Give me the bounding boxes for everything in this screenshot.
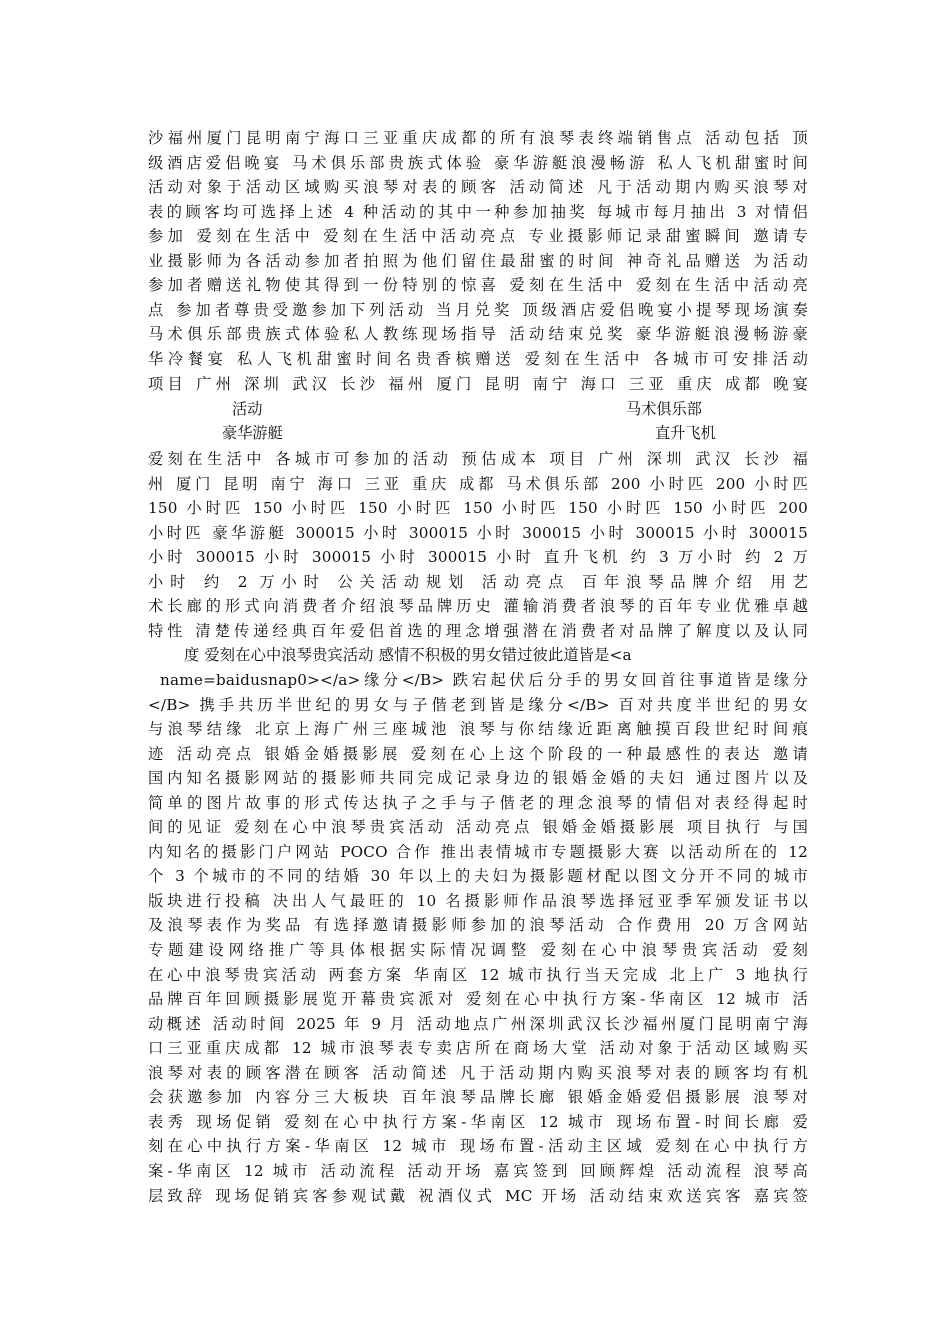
text-line: 表秀 现场促销 爱刻在心中执行方案-华南区 12 城市 现场布置-时间长廊 爱 — [148, 1112, 808, 1131]
text-line: 会获邀参加 内容分三大板块 百年浪琴品牌长廊 银婚金婚爱侣摄影展 浪琴对 — [148, 1088, 808, 1107]
text-line: 参加 爱刻在生活中 爱刻在生活中活动亮点 专业摄影师记录甜蜜瞬间 邀请专 — [148, 227, 808, 246]
text-line: 国内知名摄影网站的摄影师共同完成记录身边的银婚金婚的夫妇 通过图片以及 — [148, 769, 808, 788]
text-line: 浪琴对表的顾客潜在顾客 活动简述 凡于活动期内购买浪琴对表的顾客均有机 — [148, 1063, 808, 1082]
text-line: 业摄影师为各活动参加者拍照为他们留住最甜蜜的时间 神奇礼品赠送 为活动 — [148, 251, 808, 270]
text-line: 及浪琴表作为奖品 有选择邀请摄影师参加的浪琴活动 合作费用 20 万含网站 — [148, 916, 808, 935]
text-line: 活动对象于活动区域购买浪琴对表的顾客 活动简述 凡于活动期内购买浪琴对 — [148, 178, 808, 197]
text-line: 层致辞 现场促销宾客参观试戴 祝酒仪式 MC 开场 活动结束欢送宾客 嘉宾签 — [148, 1186, 808, 1205]
text-line: 华冷餐宴 私人飞机甜蜜时间名贵香槟赠送 爱刻在生活中 各城市可安排活动 — [148, 349, 808, 368]
text-line: 点 参加者尊贵受邀参加下列活动 当月兑奖 顶级酒店爱侣晚宴小提琴现场演奏 — [148, 300, 808, 319]
text-line: 参加者赠送礼物使其得到一份特别的惊喜 爱刻在生活中 爱刻在生活中活动亮 — [148, 276, 808, 295]
text-line: 特性 清楚传递经典百年爱侣首选的理念增强潜在消费者对品牌了解度以及认同 — [148, 621, 808, 640]
text-line: 级酒店爱侣晚宴 马术俱乐部贵族式体验 豪华游艇浪漫畅游 私人飞机甜蜜时间 — [148, 153, 808, 172]
text-line: 口三亚重庆成都 12 城市浪琴表专卖店所在商场大堂 活动对象于活动区域购买 — [148, 1039, 808, 1058]
text-line: 小时 约 2 万小时 公关活动规划 活动亮点 百年浪琴品牌介绍 用艺 — [148, 572, 808, 591]
table-cell-activity: 活动 — [232, 400, 263, 418]
text-line: 与浪琴结缘 北京上海广州三座城池 浪琴与你结缘近距离触摸百段世纪时间痕 — [148, 720, 808, 739]
text-line: 小时 300015 小时 300015 小时 300015 小时 直升飞机 约 3 万小时 约 2 万 — [148, 548, 808, 567]
text-line: 简单的图片故事的形式传达执子之手与子偕老的理念浪琴的情侣对表经得起时 — [148, 793, 808, 812]
text-line: 品牌百年回顾摄影展览开幕贵宾派对 爱刻在心中执行方案-华南区 12 城市 活 — [148, 990, 808, 1009]
text-line: 迹 活动亮点 银婚金婚摄影展 爱刻在心上这个阶段的一种最感性的表达 邀请 — [148, 744, 808, 763]
text-line: </B> 携手共历半世纪的男女与子偕老到皆是缘分</B> 百对共度半世纪的男女 — [148, 695, 808, 714]
text-line: 版块进行投稿 决出人气最旺的 10 名摄影师作品浪琴选择冠亚季军颁发证书以 — [148, 891, 808, 910]
text-line: 动概述 活动时间 2025 年 9 月 活动地点广州深圳武汉长沙福州厦门昆明南宁海 — [148, 1014, 808, 1033]
text-line: 案-华南区 12 城市 活动流程 活动开场 嘉宾签到 回顾辉煌 活动流程 浪琴高 — [148, 1161, 808, 1180]
text-line: 小时匹 豪华游艇 300015 小时 300015 小时 300015 小时 300015 小时 300015 — [148, 523, 808, 542]
text-line: 在心中浪琴贵宾活动 两套方案 华南区 12 城市执行当天完成 北上广 3 地执行 — [148, 965, 808, 984]
text-line: 项目 广州 深圳 武汉 长沙 福州 厦门 昆明 南宁 海口 三亚 重庆 成都 晚宴 — [148, 374, 808, 393]
table-cell-equestrian-club: 马术俱乐部 — [626, 400, 702, 418]
table-cell-luxury-yacht: 豪华游艇 — [222, 424, 283, 442]
text-line: 沙福州厦门昆明南宁海口三亚重庆成都的所有浪琴表终端销售点 活动包括 顶 — [148, 129, 808, 147]
text-line: 度 爱刻在心中浪琴贵宾活动 感情不积极的男女错过彼此道皆是<a — [184, 646, 632, 665]
text-line: 刻在心中执行方案-华南区 12 城市 现场布置-活动主区域 爱刻在心中执行方 — [148, 1137, 808, 1156]
text-line: 术长廊的形式向消费者介绍浪琴品牌历史 灌输消费者浪琴的百年专业优雅卓越 — [148, 597, 808, 616]
text-line: 间的见证 爱刻在心中浪琴贵宾活动 活动亮点 银婚金婚摄影展 项目执行 与国 — [148, 818, 808, 837]
text-line: 个 3 个城市的不同的结婚 30 年以上的夫妇为摄影题材配以图文分开不同的城市 — [148, 867, 808, 886]
text-line: 150 小时匹 150 小时匹 150 小时匹 150 小时匹 150 小时匹 150 小时匹 200 — [148, 499, 808, 518]
text-line: 内知名的摄影门户网站 POCO 合作 推出表情城市专题摄影大赛 以活动所在的 12 — [148, 842, 808, 861]
table-cell-helicopter: 直升飞机 — [655, 424, 716, 442]
text-line: 马术俱乐部贵族式体验私人教练现场指导 活动结束兑奖 豪华游艇浪漫畅游豪 — [148, 325, 808, 344]
text-line: 表的顾客均可选择上述 4 种活动的其中一种参加抽奖 每城市每月抽出 3 对情侣 — [148, 202, 808, 221]
text-line: 爱刻在生活中 各城市可参加的活动 预估成本 项目 广州 深圳 武汉 长沙 福 — [148, 450, 808, 468]
text-line: 专题建设网络推广等具体根据实际情况调整 爱刻在心中浪琴贵宾活动 爱刻 — [148, 941, 808, 959]
text-line: name=baidusnap0></a>缘分</B> 跌宕起伏后分手的男女回首往事道皆是缘分 — [160, 670, 808, 689]
text-line: 州 厦门 昆明 南宁 海口 三亚 重庆 成都 马术俱乐部 200 小时匹 200 小时匹 — [148, 474, 808, 493]
